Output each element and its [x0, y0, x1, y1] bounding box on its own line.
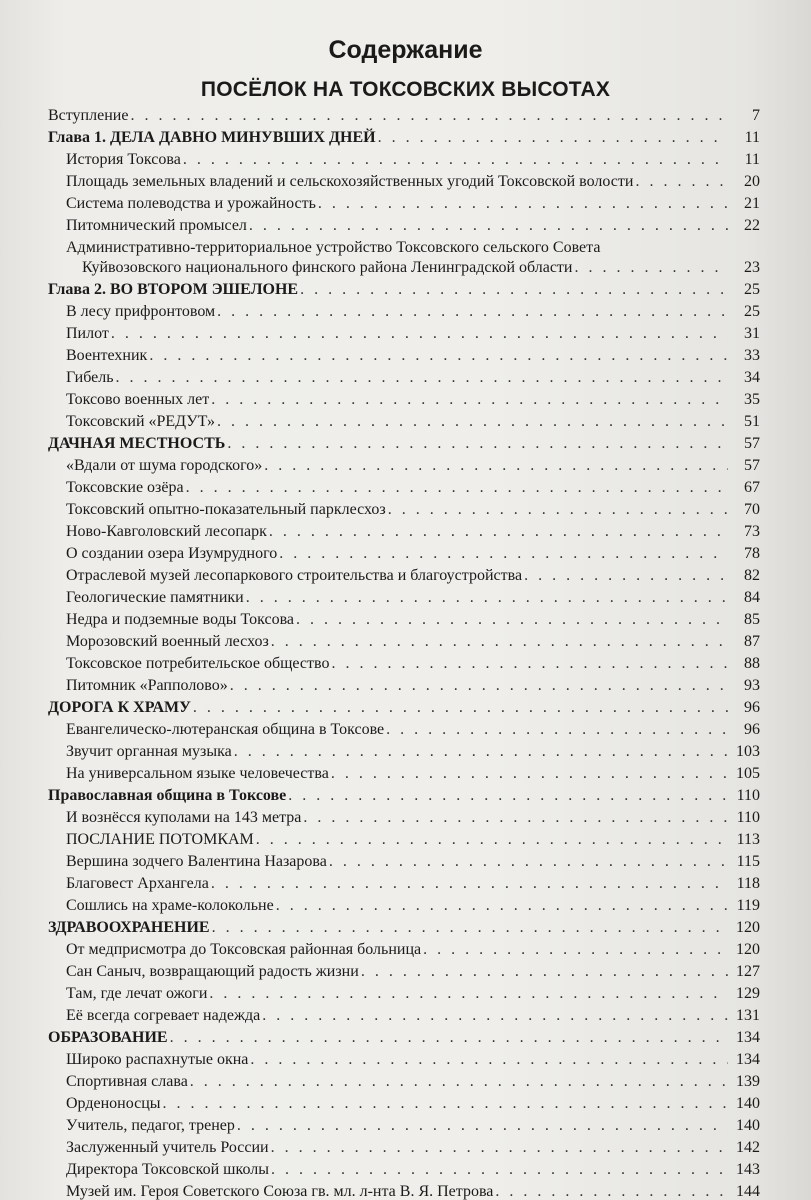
toc-entry: Пилот . . . 31: [66, 324, 760, 344]
toc-entry: Звучит органная музыка . . . 103: [66, 742, 760, 762]
toc-entry: Воентехник . . . 33: [66, 346, 760, 366]
toc-entry: Спортивная слава . . . 139: [66, 1072, 760, 1092]
toc-entry: Широко распахнутые окна . . . 134: [66, 1050, 760, 1070]
toc-entry: О создании озера Изумрудного . . . 78: [66, 544, 760, 564]
toc-entry: Сошлись на храме-колокольне . . . 119: [66, 896, 760, 916]
toc-entry: На универсальном языке человечества . . . 105: [66, 764, 760, 784]
toc-entry: Токсовское потребительское общество . . . 88: [66, 654, 760, 674]
toc-chapter: Православная община в Токсове . . . 110: [48, 786, 760, 806]
toc-entry: Вершина зодчего Валентина Назарова . . . 115: [66, 852, 760, 872]
toc-entry: Ново-Кавголовский лесопарк . . . 73: [66, 522, 760, 542]
toc-entry: Недра и подземные воды Токсова . . . 85: [66, 610, 760, 630]
toc-chapter: Глава 1. ДЕЛА ДАВНО МИНУВШИХ ДНЕЙ . . . 11: [48, 128, 760, 148]
toc-entry: Музей им. Героя Советского Союза гв. мл. л-нта В. Я. Петрова . . . 144: [66, 1182, 760, 1200]
toc-entry: Директора Токсовской школы . . . 143: [66, 1160, 760, 1180]
toc-entry: Система полеводства и урожайность . . . 21: [66, 194, 760, 214]
toc-entry: История Токсова . . . 11: [66, 150, 760, 170]
toc-entry: Учитель, педагог, тренер . . . 140: [66, 1116, 760, 1136]
toc-entry: Заслуженный учитель России . . . 142: [66, 1138, 760, 1158]
toc-chapter: ДАЧНАЯ МЕСТНОСТЬ . . . 57: [48, 434, 760, 454]
toc-entry: Токсово военных лет . . . 35: [66, 390, 760, 410]
toc-entry: Благовест Архангела . . . 118: [66, 874, 760, 894]
toc-entry-line-1: Административно-территориальное устройство Токсовского сельского Совета: [66, 239, 601, 256]
toc-entry: Питомник «Рапполово» . . . 93: [66, 676, 760, 696]
toc-chapter: ДОРОГА К ХРАМУ . . . 96: [48, 698, 760, 718]
toc-chapter: ЗДРАВООХРАНЕНИЕ . . . 120: [48, 918, 760, 938]
toc-entry: Евангелическо-лютеранская община в Токсове . . . 96: [66, 720, 760, 740]
toc-entry: Её всегда согревает надежда . . . 131: [66, 1006, 760, 1026]
toc-entry: Сан Саныч, возвращающий радость жизни . . . 127: [66, 962, 760, 982]
page-title: Содержание: [328, 36, 483, 64]
toc-entry: Отраслевой музей лесопаркового строительства и благоустройства . . . 82: [66, 566, 760, 586]
toc-entry: Там, где лечат ожоги . . . 129: [66, 984, 760, 1004]
toc-entry: ПОСЛАНИЕ ПОТОМКАМ . . . 113: [66, 830, 760, 850]
toc-entry: От медприсмотра до Токсовская районная больница . . . 120: [66, 940, 760, 960]
book-title: ПОСЁЛОК НА ТОКСОВСКИХ ВЫСОТАХ: [200, 78, 611, 101]
toc-chapter: ОБРАЗОВАНИЕ . . . 134: [48, 1028, 760, 1048]
toc-entry: «Вдали от шума городского» . . . 57: [66, 456, 760, 476]
toc-entry: Токсовские озёра . . . 67: [66, 478, 760, 498]
toc-chapter: Глава 2. ВО ВТОРОМ ЭШЕЛОНЕ . . . 25: [48, 280, 760, 300]
toc-entry: Орденоносцы . . . 140: [66, 1094, 760, 1114]
toc-entry: В лесу прифронтовом . . . 25: [66, 302, 760, 322]
toc-entry: И вознёсся куполами на 143 метра . . . 110: [66, 808, 760, 828]
toc-entry: Гибель . . . 34: [66, 368, 760, 388]
toc-entry: Питомнический промысел . . . 22: [66, 216, 760, 236]
toc-entry: Вступление . . . 7: [48, 106, 760, 126]
toc-entry: Токсовский «РЕДУТ» . . . 51: [66, 412, 760, 432]
toc-entry: Токсовский опытно-показательный парклесхоз . . . 70: [66, 500, 760, 520]
toc-entry: Геологические памятники . . . 84: [66, 588, 760, 608]
toc-entry: Куйвозовского национального финского района Ленинградской области . . . 23: [82, 258, 760, 278]
toc-entry: Площадь земельных владений и сельскохозяйственных угодий Токсовской волости . . . 20: [66, 172, 760, 192]
toc-entry: Морозовский военный лесхоз . . . 87: [66, 632, 760, 652]
